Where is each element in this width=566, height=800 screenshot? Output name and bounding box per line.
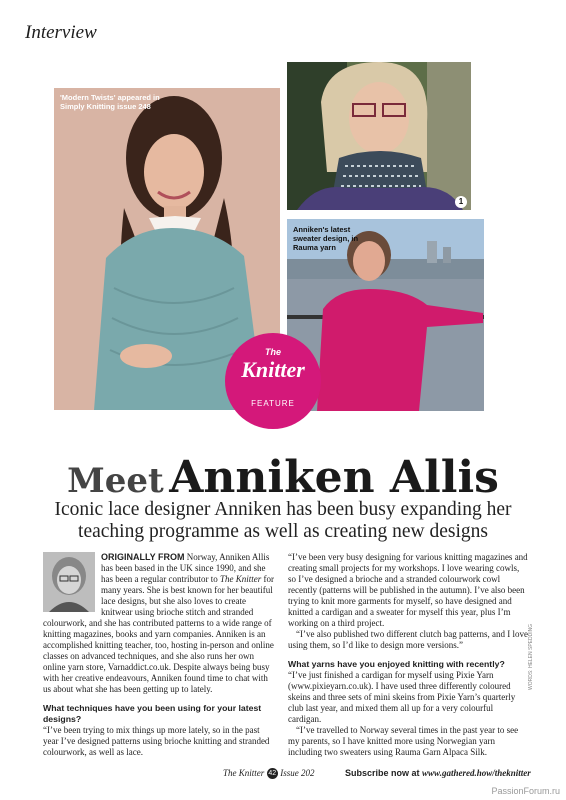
answer-norway: “I’ve travelled to Norway several times in the past year to see my parents, so I have knitted more using Norwegian yarn including two sweaters using Rauma Garn Alpaca Silk.	[288, 725, 519, 757]
photo-credit: WORDS: HELEN SPEDDING	[528, 623, 534, 690]
subscribe-text: Subscribe now at	[345, 768, 423, 778]
section-label: Interview	[25, 22, 97, 43]
question-yarns: What yarns have you enjoyed knitting with recently?	[288, 659, 505, 669]
badge-feature: FEATURE	[251, 399, 295, 408]
intro-magazine-title: The Knitter	[219, 574, 262, 584]
footer-subscribe	[345, 768, 531, 778]
body-column-right	[288, 552, 528, 758]
watermark: PassionForum.ru	[491, 786, 560, 796]
portrait-illustration	[43, 552, 95, 612]
headline-name: Anniken Allis	[169, 452, 499, 503]
body-column-left	[43, 552, 275, 758]
footer-magazine-name: The Knitter	[223, 768, 265, 778]
answer-clutch: “I’ve also published two different clutch bag patterns, and I love using them, so I’d like to design more versions.”	[288, 629, 529, 650]
intro-text-a: Norway, Anniken Allis has been based in the UK since 1990, and she has been a regular contributor to	[101, 552, 270, 584]
photo-caption-right: Anniken's latest sweater design, in Rauma yarn	[293, 225, 359, 252]
author-portrait	[43, 552, 95, 612]
page-number: 42	[268, 770, 277, 778]
designer-photo-cowl	[287, 62, 471, 210]
footer-issue: Issue 202	[280, 768, 315, 778]
intro-text-b: for many years. She is best known for her beautiful lace designs, but she also loves to create knitwear using brioche stitch and stranded colourwork, and she has contributed patterns to a wide range of knitting magazines, books and yarn companies. Anniken is an accomplished knitting teacher, too, hosting in-person and online classes on advanced techniques, and she also runs her own online yarn store, Varnaddict.co.uk. Despite always being busy with her creative endeavours, Anniken found time to chat with us about what she has been getting up to lately.	[43, 574, 274, 694]
footer-magazine	[223, 768, 315, 779]
standfirst: Iconic lace designer Anniken has been busy expanding her teaching programme as well as creating new designs	[54, 499, 512, 542]
lead-in: ORIGINALLY FROM	[101, 552, 185, 562]
badge-the: The	[264, 347, 281, 357]
badge-title: Knitter	[241, 357, 305, 382]
subscribe-url[interactable]: www.gathered.how/theknitter	[422, 768, 531, 778]
answer-techniques: “I’ve been trying to mix things up more lately, so in the past year I’ve designed patterns using brioche knitting and stranded colourwork, as well as lace.	[43, 725, 270, 757]
headline	[0, 452, 566, 503]
question-techniques: What techniques have you been using for your latest designs?	[43, 703, 262, 724]
the-knitter-feature-badge	[225, 333, 321, 429]
headline-meet: Meet	[67, 461, 164, 501]
cowl-illustration	[287, 62, 471, 210]
answer-busy: “I’ve been very busy designing for various knitting magazines and creating small projects for my workshops. I love wearing cowls, so I’ve designed a brioche and a stranded colourwork cowl recently (patterns will be published in the autumn). I’ve also been trying to knit more garments for myself, so have designed and knitted a cardigan and a sweater for myself this year, plus I’m working on a third project.	[288, 552, 528, 628]
photo-caption-main: 'Modern Twists' appeared in Simply Knitting issue 248	[60, 93, 160, 111]
answer-pixie: “I’ve just finished a cardigan for myself using Pixie Yarn (www.pixieyarn.co.uk). I have used three differently coloured skeins and three sets of mini skeins from Pixie Yarn’s quarterly club last year, and mixed them all up for a very colourful cardigan.	[288, 670, 516, 724]
photo-number-badge: 1	[455, 196, 467, 208]
